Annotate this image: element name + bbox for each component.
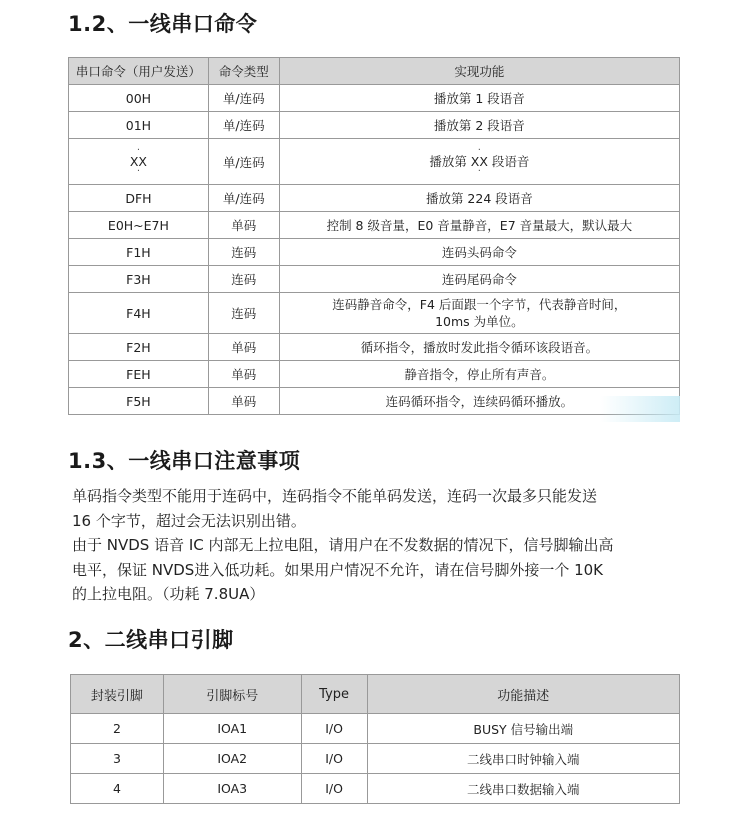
table-cell: 二线串口数据输入端 bbox=[367, 774, 679, 804]
table-cell: 单/连码 bbox=[208, 85, 279, 112]
table-cell: I/O bbox=[301, 714, 367, 744]
cell-text: 播放第 XX 段语音 bbox=[429, 154, 530, 169]
table-cell: 连码 bbox=[208, 266, 279, 293]
table-cell: I/O bbox=[301, 744, 367, 774]
table-header-row bbox=[69, 58, 680, 85]
table-row bbox=[69, 239, 680, 266]
cell-text-line: 10ms 为单位。 bbox=[435, 314, 524, 329]
table-cell: 01H bbox=[69, 112, 209, 139]
ellipsis-dot: · bbox=[477, 166, 481, 177]
table-cell: F2H bbox=[69, 334, 209, 361]
table-cell: 3 bbox=[71, 744, 164, 774]
column-header: 串口命令（用户发送） bbox=[69, 58, 209, 85]
table-row bbox=[69, 212, 680, 239]
column-header: 命令类型 bbox=[208, 58, 279, 85]
notes-line: 16 个字节，超过会无法识别出错。 bbox=[72, 511, 306, 530]
table-cell: F4H bbox=[69, 293, 209, 334]
table-cell: FEH bbox=[69, 361, 209, 388]
table-cell bbox=[279, 139, 679, 185]
column-header: Type bbox=[301, 675, 367, 714]
table-row bbox=[69, 112, 680, 139]
table-cell: 连码 bbox=[208, 239, 279, 266]
table-cell: 2 bbox=[71, 714, 164, 744]
table-cell: IOA3 bbox=[163, 774, 301, 804]
table-row bbox=[69, 85, 680, 112]
table-row bbox=[69, 334, 680, 361]
ellipsis-dot: · bbox=[136, 166, 141, 177]
table-header-row bbox=[71, 675, 680, 714]
table-cell: BUSY 信号输出端 bbox=[367, 714, 679, 744]
table-cell bbox=[69, 139, 209, 185]
ellipsis-dot: · bbox=[477, 145, 481, 156]
section-title-1-3: 1.3、一线串口注意事项 bbox=[68, 449, 301, 473]
table-cell: IOA2 bbox=[163, 744, 301, 774]
table-cell: I/O bbox=[301, 774, 367, 804]
table-cell: DFH bbox=[69, 185, 209, 212]
table-cell: 单码 bbox=[208, 334, 279, 361]
table-cell: 控制 8 级音量，E0 音量静音，E7 音量最大，默认最大 bbox=[279, 212, 679, 239]
table-cell: 循环指令，播放时发此指令循环该段语音。 bbox=[279, 334, 679, 361]
table-row bbox=[69, 139, 680, 185]
table-cell: 二线串口时钟输入端 bbox=[367, 744, 679, 774]
table-cell: 单码 bbox=[208, 361, 279, 388]
table-row bbox=[71, 714, 680, 744]
table-row bbox=[69, 293, 680, 334]
cell-text-line: 连码静音命令，F4 后面跟一个字节，代表静音时间， bbox=[332, 297, 627, 312]
table-cell: 单/连码 bbox=[208, 112, 279, 139]
table-cell: E0H~E7H bbox=[69, 212, 209, 239]
table-cell: 连码循环指令，连续码循环播放。 bbox=[279, 388, 679, 415]
table-cell: 播放第 1 段语音 bbox=[279, 85, 679, 112]
notes-paragraph bbox=[72, 484, 672, 607]
two-wire-pin-table bbox=[70, 674, 680, 804]
table-cell: 连码 bbox=[208, 293, 279, 334]
table-cell: 连码头码命令 bbox=[279, 239, 679, 266]
table-cell: 单码 bbox=[208, 388, 279, 415]
table-row bbox=[69, 185, 680, 212]
section-title-2: 2、二线串口引脚 bbox=[68, 628, 234, 652]
notes-line: 电平，保证 NVDS进入低功耗。如果用户情况不允许，请在信号脚外接一个 10K bbox=[72, 560, 604, 579]
column-header: 封装引脚 bbox=[71, 675, 164, 714]
notes-line: 单码指令类型不能用于连码中，连码指令不能单码发送，连码一次最多只能发送 bbox=[72, 487, 598, 505]
table-cell: IOA1 bbox=[163, 714, 301, 744]
table-row bbox=[69, 388, 680, 415]
table-cell: 单/连码 bbox=[208, 185, 279, 212]
table-row bbox=[71, 774, 680, 804]
table-row bbox=[69, 361, 680, 388]
table-cell: F3H bbox=[69, 266, 209, 293]
notes-line: 由于 NVDS 语音 IC 内部无上拉电阻，请用户在不发数据的情况下，信号脚输出高 bbox=[72, 536, 614, 554]
table-cell bbox=[279, 293, 679, 334]
table-cell: 00H bbox=[69, 85, 209, 112]
table-cell: 静音指令，停止所有声音。 bbox=[279, 361, 679, 388]
table-cell: 4 bbox=[71, 774, 164, 804]
table-cell: 播放第 224 段语音 bbox=[279, 185, 679, 212]
table-cell: 播放第 2 段语音 bbox=[279, 112, 679, 139]
table-cell: 连码尾码命令 bbox=[279, 266, 679, 293]
notes-line: 的上拉电阻。（功耗 7.8UA） bbox=[72, 585, 265, 603]
table-row bbox=[71, 744, 680, 774]
column-header: 功能描述 bbox=[367, 675, 679, 714]
column-header: 实现功能 bbox=[279, 58, 679, 85]
table-cell: 单/连码 bbox=[208, 139, 279, 185]
cell-text: XX bbox=[129, 154, 147, 169]
table-cell: 单码 bbox=[208, 212, 279, 239]
one-wire-command-table bbox=[68, 57, 680, 415]
section-title-1-2: 1.2、一线串口命令 bbox=[68, 12, 258, 36]
table-cell: F1H bbox=[69, 239, 209, 266]
table-cell: F5H bbox=[69, 388, 209, 415]
ellipsis-dot: · bbox=[136, 145, 141, 156]
table-row bbox=[69, 266, 680, 293]
column-header: 引脚标号 bbox=[163, 675, 301, 714]
